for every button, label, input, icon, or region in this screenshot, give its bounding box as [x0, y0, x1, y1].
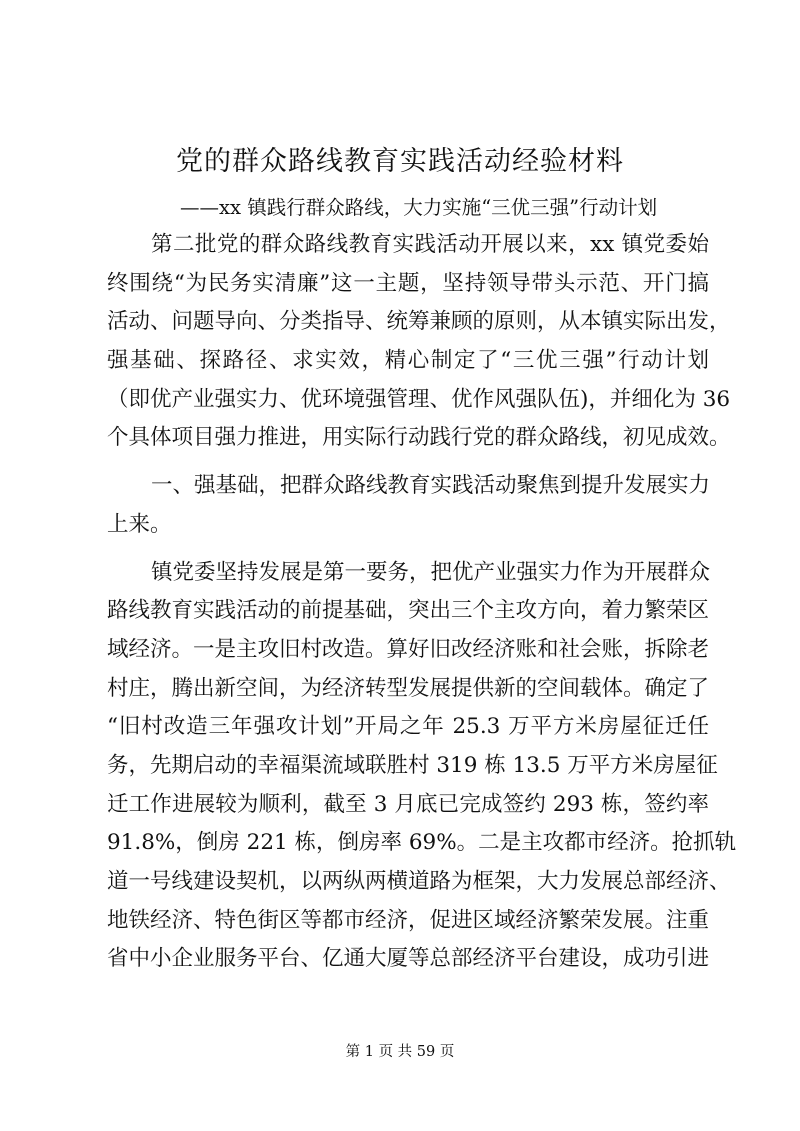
paragraph-line: 道一号线建设契机，以两纵两横道路为框架，大力发展总部经济、 [107, 869, 731, 894]
paragraph-line: （即优产业强实力、优环境强管理、优作风强队伍)，并细化为 36 [107, 386, 731, 412]
document-subtitle: ——xx 镇践行群众路线，大力实施“三优三强”行动计划 [180, 196, 658, 219]
paragraph-line: 村庄，腾出新空间，为经济转型发展提供新的空间载体。确定了 [107, 675, 710, 701]
paragraph-line: 个具体项目强力推进，用实际行动践行党的群众路线，初见成效。 [107, 425, 731, 451]
paragraph-line: 域经济。一是主攻旧村改造。算好旧改经济账和社会账，拆除老 [107, 636, 710, 662]
paragraph-2-heading [107, 467, 709, 544]
paragraph-line: 91.8%，倒房 221 栋，倒房率 69%。二是主攻都市经济。抢抓轨 [107, 830, 737, 856]
paragraph-line: 第二批党的群众路线教育实践活动开展以来，xx 镇党委始 [151, 232, 709, 257]
paragraph-line: 上来。 [107, 511, 172, 537]
page-footer: 第 1 页 共 59 页 [345, 1044, 455, 1060]
paragraph-line: 路线教育实践活动的前提基础，突出三个主攻方向，着力繁荣区 [107, 598, 710, 624]
paragraph-line: “旧村改造三年强攻计划”开局之年 25.3 万平方米房屋征迁任 [107, 714, 709, 740]
paragraph-3 [107, 554, 737, 980]
paragraph-line: 务，先期启动的幸福渠流域联胜村 319 栋 13.5 万平方米房屋征 [107, 752, 718, 778]
paragraph-line: 强基础、探路径、求实效，精心制定了“三优三强”行动计划 [107, 348, 709, 374]
paragraph-line: 活动、问题导向、分类指导、统筹兼顾的原则，从本镇实际出发， [107, 309, 731, 335]
paragraph-line: 镇党委坚持发展是第一要务，把优产业强实力作为开展群众 [151, 559, 711, 585]
paragraph-line: 地铁经济、特色街区等都市经济，促进区域经济繁荣发展。注重 [107, 907, 710, 933]
paragraph-line: 省中小企业服务平台、亿通大厦等总部经济平台建设，成功引进 [107, 946, 710, 972]
paragraph-1 [107, 226, 731, 458]
paragraph-line: 一、强基础，把群众路线教育实践活动聚焦到提升发展实力 [151, 473, 711, 499]
paragraph-line: 迁工作进展较为顺利，截至 3 月底已完成签约 293 栋，签约率 [107, 791, 709, 817]
document-body [107, 226, 737, 979]
document-title: 党的群众路线教育实践活动经验材料 [176, 146, 624, 177]
paragraph-line: 终围绕“为民务实清廉”这一主题，坚持领导带头示范、开门搞 [107, 270, 709, 296]
